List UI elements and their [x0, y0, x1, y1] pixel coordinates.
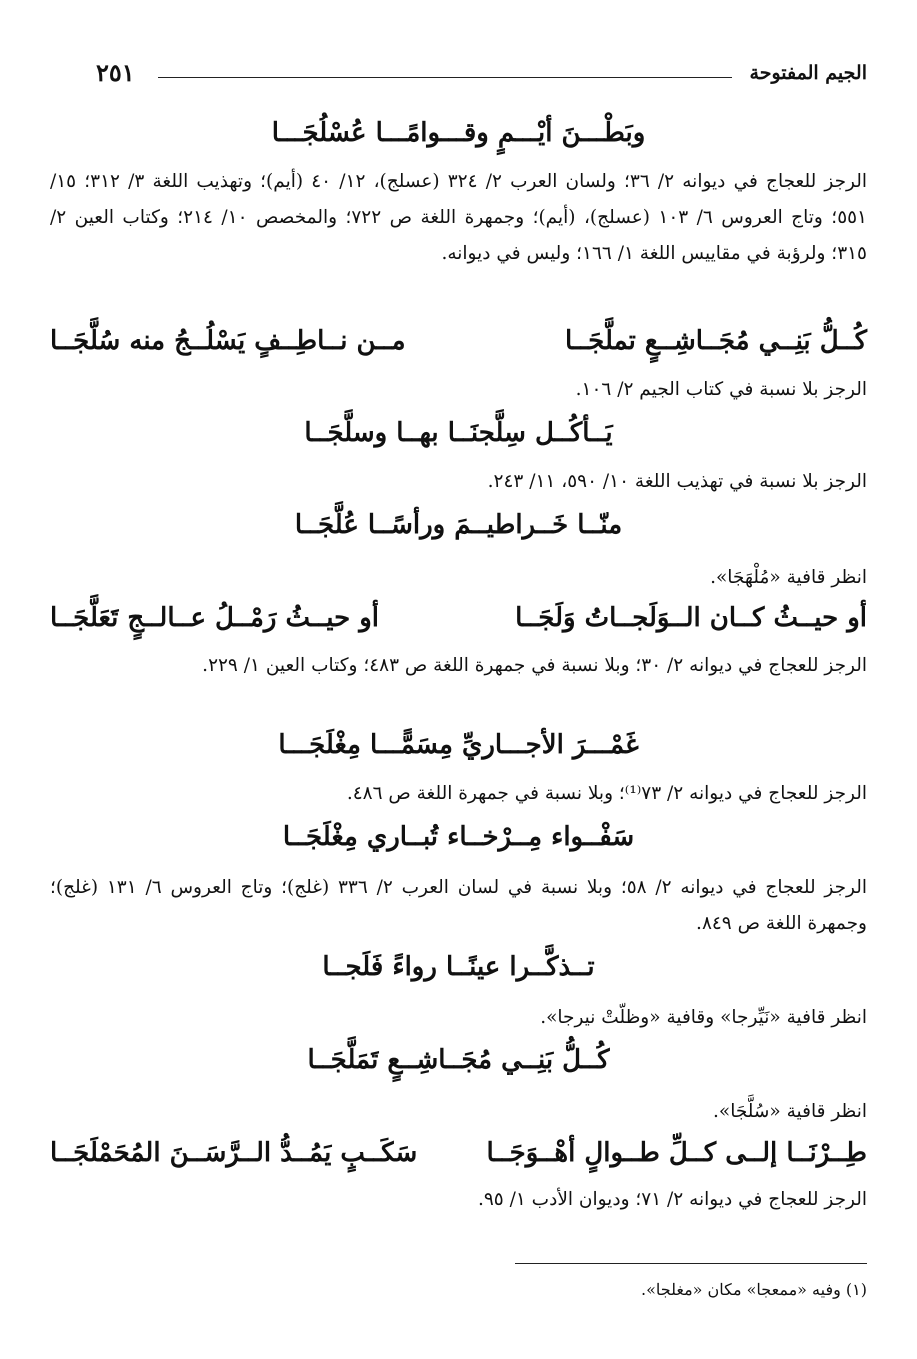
- footnote-rule: [515, 1263, 867, 1264]
- running-title: الجيم المفتوحة: [749, 62, 867, 84]
- verse-2-left-hemistich: مــن نــاطِــفٍ يَسْلُــجُ منه سُلَّجَــا: [50, 326, 406, 356]
- verse-1-note: الرجز للعجاج في ديوانه ٢/ ٣٦؛ ولسان العرب ٢/ ٣٢٤ (عسلج)، ١٢/ ٤٠ (أيم)؛ وتهذيب اللغة ٣/ ٣١٢؛ ١٥/ ٥٥١؛ وتاج العروس ٦/ ١٠٣ (عسلج)، (أيم)؛ وجمهرة اللغة ص ٧٢٢؛ والمخصص ١٠/ ٢١٤؛ وكتاب العين ٢/ ٣١٥؛ ولرؤبة في مقاييس اللغة ١/ ١٦٦؛ وليس في ديوانه.: [50, 171, 867, 264]
- verse-4: منّــا خَــراطيــمَ ورأسًــا عُلَّجَــا: [294, 510, 623, 540]
- verse-2-right-hemistich: كُــلُّ بَنِــي مُجَــاشِــعٍ تملَّجَــا: [565, 326, 867, 356]
- page-number: ٢٥١: [96, 58, 135, 87]
- verse-10-left-hemistich: سَكَــبٍ يَمُــدُّ الــرَّسَــنَ المُحَمْلَجَــا: [50, 1138, 418, 1168]
- verse-5: [50, 603, 867, 633]
- footnote: (١) وفيه «ممعجا» مكان «مغلجا».: [640, 1280, 867, 1299]
- verse-2-note: الرجز بلا نسبة في كتاب الجيم ٢/ ١٠٦.: [575, 379, 867, 400]
- verse-8-note: انظر قافية «نَيِّرجا» وقافية «وظلّتْ نيرجا».: [540, 1007, 867, 1028]
- verse-5-right-hemistich: أو حيــثُ كــان الــوَلَجــاتُ وَلَجَــا: [515, 603, 867, 633]
- verse-7: سَفْــواء مِــرْخــاء تُبــاري مِغْلَجَــا: [282, 822, 635, 852]
- verse-9-note: انظر قافية «سُلَّجَا».: [713, 1101, 867, 1122]
- verse-7-note: الرجز للعجاج في ديوانه ٢/ ٥٨؛ وبلا نسبة في لسان العرب ٢/ ٣٣٦ (غلج)؛ وتاج العروس ٦/ ١٣١ (غلج)؛ وجمهرة اللغة ص ٨٤٩.: [50, 877, 868, 934]
- verse-6: غَمْـــرَ الأجـــاريِّ مِسَمًّـــا مِغْلَجَـــا: [278, 730, 639, 760]
- header-rule: [158, 77, 732, 78]
- verse-3: يَــأكُــل سِلَّجنَــا بهــا وسلَّجَــا: [304, 418, 613, 448]
- verse-5-note: الرجز للعجاج في ديوانه ٢/ ٣٠؛ وبلا نسبة في جمهرة اللغة ص ٤٨٣؛ وكتاب العين ١/ ٢٢٩.: [202, 655, 867, 676]
- verse-9: كُــلُّ بَنِــي مُجَــاشِــعٍ تَمَلَّجَــا: [307, 1045, 610, 1075]
- verse-10-right-hemistich: طِــرْنَــا إلــى كــلِّ طــوالٍ أهْــوَجَــا: [486, 1138, 867, 1168]
- verse-2: [50, 326, 867, 356]
- verse-5-left-hemistich: أو حيــثُ رَمْــلُ عــالــجٍ تَعَلَّجَــا: [50, 603, 380, 633]
- verse-6-note: الرجز للعجاج في ديوانه ٢/ ٧٣⁽¹⁾؛ وبلا نسبة في جمهرة اللغة ص ٤٨٦.: [346, 783, 867, 804]
- verse-4-note: انظر قافية «مُلْهَجَا».: [710, 567, 867, 588]
- verse-3-note: الرجز بلا نسبة في تهذيب اللغة ١٠/ ٥٩٠، ١١/ ٢٤٣.: [487, 471, 867, 492]
- page-header: [96, 58, 867, 98]
- verse-8: تــذكَّــرا عينًــا رواءً فَلَجــا: [322, 952, 595, 982]
- verse-10-note: الرجز للعجاج في ديوانه ٢/ ٧١؛ وديوان الأدب ١/ ٩٥.: [477, 1189, 867, 1210]
- verse-10: [50, 1138, 867, 1168]
- verse-1: وبَطْـــنَ أيْـــمٍ وقـــوامًـــا عُسْلُجَـــا: [271, 118, 646, 148]
